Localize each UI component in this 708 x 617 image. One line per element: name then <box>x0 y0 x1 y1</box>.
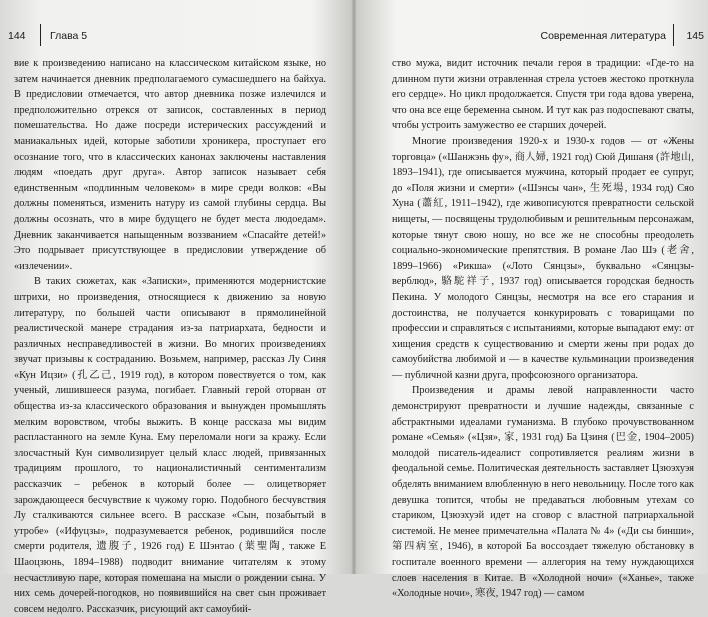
left-page-body <box>14 56 326 617</box>
paragraph: В таких сюжетах, как «Записки», применяются модернистские штрихи, но произведения, относящиеся к движению за новую литературу, по большей части описывают в прямолинейной реалистической манере страдания из-за патриархата, бедности и различных несправедливостей в жизни. Во многих произведениях звучат призывы к состраданию. Возьмем, например, рассказ Лу Синя «Кун Ицзи» (孔乙己, 1919 год), в котором повествуется о том, как ученый, лишившееся разума, погибает. Главный герой оторван от общества из-за классического образования и вынужден промышлять мелким воровством, чтобы выжить. В конце рассказа мы видим распластанного на земле Куна. Ему переломали ноги за кражу. Если злосчастный Кун символизирует целый класс людей, привязанных традициям прошлого, то националистичный сентиментализм рассказчик – ребенок в который более — олицетворяет зарождающееся бесчувствие к чужому горю. Подобного бесчувствия Лу сталкиваются сильнее всего. В рассказе «Сын, позабытый в утробе» («Ифуцзы», подразумевается ребенок, родившийся после смерти родителя, 遗腹子, 1926 год) Е Шэнтао (葉聖陶, также Е Шаоцзюнь, 1894–1988) подводит внимание читателям к этому несчастливую паре, которая помешана на мысли о рождении сына. У них семь дочерей-погодков, но появившийся на свет сын проживает совсем недолго. Рассказчик, рисующий акт самоубий- <box>14 276 326 615</box>
right-page-body <box>392 56 694 602</box>
left-page <box>0 0 350 615</box>
header-divider-right <box>673 24 674 46</box>
chapter-title: Глава 5 <box>50 30 88 42</box>
right-page <box>358 0 708 600</box>
paragraph: Произведения и драмы левой направленности часто демонстрируют превратности и лучшие надежды, связанные с абстрактными идеалами гуманизма. В глубоко прочувствованном романе «Семья» («Цзя», 家, 1931 год) Ба Цзиня (巴金, 1904–2005) молодой писатель-идеалист сопротивляется реалиям жизни в феодальной семье. Политическая деятельность заставляет Цзюэхуэя обделять вниманием влюбленную в него невольницу. После того как девушка топится, чтобы не предаваться любовным утехам со стариком, Цзюэхуэй идет на сговор с властной патриархальной системой. Не менее примечательна «Палата № 4» («Ди сы бинши», 第四病室, 1946), в которой Ба воссоздает тяжелую обстановку в госпитале военного времени — аллегория на тему нуждающихся слоев населения в Китае. В «Холодной ночи» («Ханье», также «Холодные ночи», 寒夜, 1947 год) — самом <box>392 385 694 600</box>
paragraph: вие к произведению написано на классическом китайском языке, но затем начинается дневник предполагаемого сумасшедшего на байхуа. В предисловии отмечается, что автор дневника позже излечился и предположительно отрекся от записок, составленных в период помешательства. Но даже посреди истерических рассуждений и маниакальных идей, которые заботили хроникера, проступает его осознание того, что в классических канонах заключены наставления людям «поедать друг друга». Автор записок называет себя единственным «подлинным человеком» в мире среди волков: «Вы должны поменяться, изменить натуру из самой глубины сердца. Вы должны осознать, что в мире будущего не будет места людоедам». Дневник заканчивается напыщенным воззванием «Спасайте детей!» Это подрывает присутствующее в предисловии утверждение об «излечении». <box>14 58 326 272</box>
page-number-right: 145 <box>686 30 704 42</box>
header-divider-left <box>40 24 41 46</box>
paragraph: ство мужа, видит источник печали героя в традиции: «Где-то на длинном пути жизни отравленная стрела устоев жестоко проткнула его сердце». Но цикл продолжается. Спустя три года вдова уверена, что она все еще беременна сыном. И тут как раз подоспевают сваты, чтобы устроить замужество ее старших дочерей. <box>392 58 694 132</box>
section-title: Современная литература <box>540 30 666 42</box>
page-number-left: 144 <box>8 30 26 42</box>
paragraph: Многие произведения 1920-х и 1930-х годов — от «Жены торговца» («Шанжэнь фу», 商人婦, 1921 год) Сюй Дишаня (許地山, 1893–1941), где описывается мужчина, который продает ее супруг, до «Поля жизни и смерти» («Шэнсы чан», 生死場, 1934 год) Сяо Хуна (蕭紅, 1911–1942), где живописуются превратности сельской нищеты, — посвящены трудолюбивым и решительным персонажам, которые тянут свою ношу, но все же не способны преодолеть социально-экономические препятствия. В романе Лао Шэ (老舍, 1899–1966) «Рикша» («Лото Сянцзы», буквально «Сянцзы-верблюд», 駱駝祥子, 1937 год) описывается городская бедность Пекина. У молодого Сянцзы, несмотря на все его старания и достоинства, не получается конкурировать с товарищами по профессии и справляться с испытаниями, которые выпадают ему: от хищения средств к существованию и смерти жены при родах до самоубийства любимой и — в качестве кульминации произведения — публичной казни друга, профсоюзного организатора. <box>392 135 694 381</box>
